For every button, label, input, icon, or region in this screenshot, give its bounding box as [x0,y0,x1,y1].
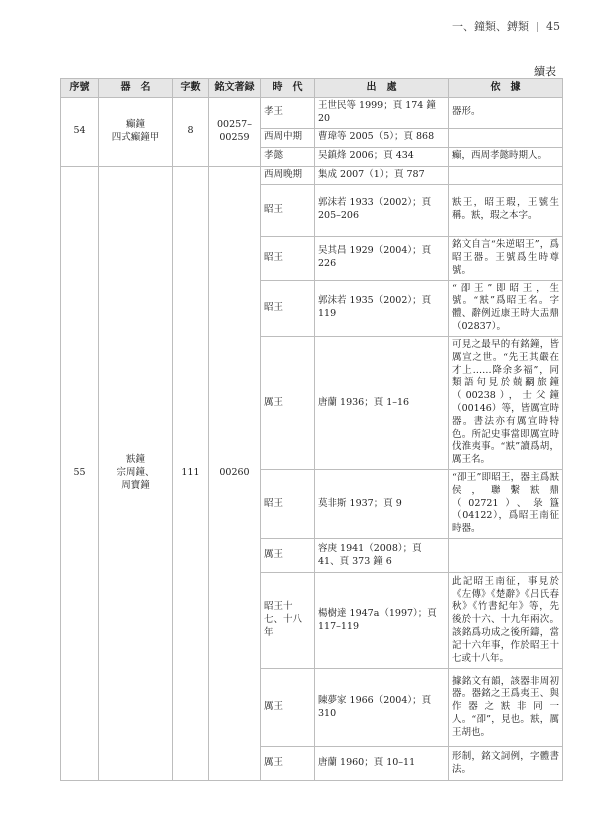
source-cell: 容庚 1941（2008）；頁 41、頁 373 鐘 6 [315,539,449,573]
period-cell: 孝王 [261,98,315,129]
basis-cell: “卲王”即昭王，器主爲㝬侯，聯繫㝬鼎（02721）、彔簋（04122），爲昭王南征時器。 [449,470,563,539]
source-cell: 吴鎮烽 2006；頁 434 [315,147,449,166]
source-cell: 唐蘭 1960；頁 10–11 [315,747,449,781]
basis-cell [449,128,563,147]
serial-number: 54 [61,98,99,167]
inscription-record: 00257– 00259 [209,98,261,167]
period-cell: 昭王 [261,184,315,236]
continuation-label: 續表 [534,65,556,78]
period-cell: 西周晚期 [261,166,315,184]
period-cell: 厲王 [261,336,315,469]
source-cell: 吴其昌 1929（2004）；頁 226 [315,236,449,280]
period-cell: 昭王 [261,280,315,336]
column-header: 依 據 [449,79,563,98]
column-header: 器 名 [99,79,173,98]
source-cell: 郭沫若 1933（2002）；頁 205–206 [315,184,449,236]
running-head [452,18,560,34]
period-cell: 厲王 [261,539,315,573]
source-cell: 莫非斯 1937；頁 9 [315,470,449,539]
source-cell: 集成 2007（1）；頁 787 [315,166,449,184]
column-header: 銘文著録 [209,79,261,98]
source-cell: 王世民等 1999；頁 174 鐘 20 [315,98,449,129]
vessel-name: 㝬鐘 宗周鐘、 周寶鐘 [99,166,173,780]
basis-cell: 此記昭王南征，事見於《左傳》《楚辭》《吕氏春秋》《竹書紀年》等，先後於十六、十九年兩次。該銘爲功成之後所鑄，當記十六年事，作於昭王十七或十八年。 [449,573,563,669]
period-cell: 孝懿 [261,147,315,166]
period-cell: 厲王 [261,747,315,781]
period-cell: 昭王 [261,236,315,280]
character-count: 8 [173,98,209,167]
source-cell: 唐蘭 1936；頁 1–16 [315,336,449,469]
basis-cell: 銘文自言“朱逆昭王”，爲昭王器。王號爲生時尊號。 [449,236,563,280]
table-row [61,166,563,184]
source-cell: 郭沫若 1935（2002）；頁 119 [315,280,449,336]
header-row [61,79,563,98]
period-cell: 西周中期 [261,128,315,147]
basis-cell: 可見之最早的有銘鐘，皆厲宣之世。“先王其嚴在才上……降余多福”，同類語句見於兢𤔲旅鐘（00238），士父鐘（00146）等，皆厲宣時器。書法亦有厲宣時特色。所記史事當即厲宣時伐淮夷事。“㝬”讀爲胡，厲王名。 [449,336,563,469]
basis-cell: “卲王”即昭王，生號。“㝬”爲昭王名。字體、辭例近康王時大盂鼎（02837）。 [449,280,563,336]
basis-cell: 形制，銘文詞例，字體書法。 [449,747,563,781]
basis-cell [449,166,563,184]
table-row [61,98,563,129]
basis-cell: 癲，西周孝懿時期人。 [449,147,563,166]
basis-cell: 器形。 [449,98,563,129]
serial-number: 55 [61,166,99,780]
bronze-bell-table [60,78,563,781]
source-cell: 曹瑋等 2005（5）；頁 868 [315,128,449,147]
period-cell: 厲王 [261,669,315,747]
period-cell: 昭王十七、十八年 [261,573,315,669]
column-header: 序號 [61,79,99,98]
basis-cell [449,539,563,573]
source-cell: 陳夢家 1966（2004）；頁 310 [315,669,449,747]
vessel-name: 癲鐘 四式癲鐘甲 [99,98,173,167]
column-header: 時 代 [261,79,315,98]
source-cell: 楊樹達 1947a（1997）；頁 117–119 [315,573,449,669]
basis-cell: 㝬王，昭王瑕，王號生稱。㝬，瑕之本字。 [449,184,563,236]
page-number: 45 [546,20,560,33]
section-title: 一、鐘類、鎛類 [452,20,529,33]
column-header: 字數 [173,79,209,98]
table-body [61,98,563,781]
header-divider [537,22,538,32]
basis-cell: 據銘文有韻，該器非周初器。器銘之王爲夷王、與作器之㝬非同一人。“卲”，見也。㝬，厲王胡也。 [449,669,563,747]
column-header: 出 處 [315,79,449,98]
inscription-record: 00260 [209,166,261,780]
period-cell: 昭王 [261,470,315,539]
character-count: 111 [173,166,209,780]
